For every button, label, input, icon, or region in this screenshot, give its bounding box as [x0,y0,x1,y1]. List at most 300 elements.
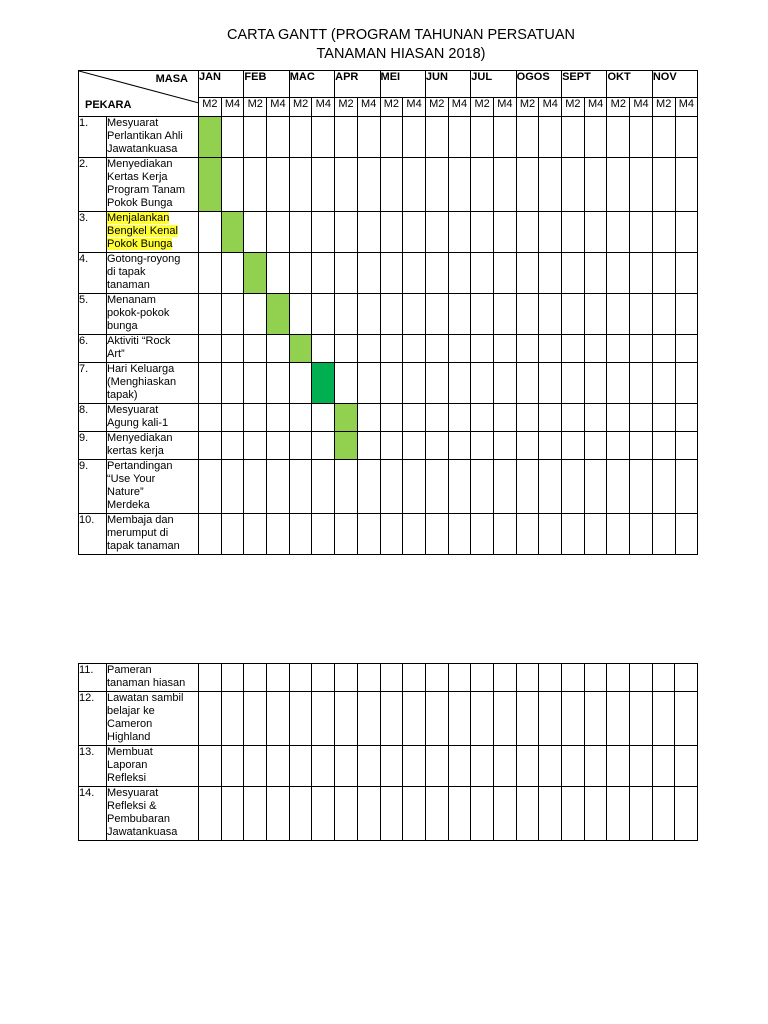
gantt-cell [584,664,607,692]
activity-name-line: merumput di [107,527,169,539]
gantt-cell [335,692,358,746]
month-header-sept: SEPT [562,71,607,98]
gantt-cell [516,294,539,335]
gantt-cell [493,212,516,253]
gantt-cell [584,514,607,555]
gantt-cell [403,335,426,363]
activity-name [107,664,199,692]
gantt-bar-cell [335,432,358,460]
month-header-nov: NOV [652,71,697,98]
gantt-cell [471,514,494,555]
gantt-cell [562,432,585,460]
gantt-cell [267,514,290,555]
gantt-cell [199,787,222,841]
activity-name-line: Mesyuarat [107,117,159,129]
gantt-cell [516,514,539,555]
gantt-cell [425,692,448,746]
gantt-cell [630,460,653,514]
activity-row [79,432,698,460]
gantt-cell [493,664,516,692]
gantt-cell [448,664,471,692]
gantt-cell [675,335,698,363]
activity-name-line: Jawatankuasa [107,826,178,838]
gantt-cell [675,460,698,514]
activity-number: 8. [79,404,107,432]
gantt-cell [312,460,335,514]
gantt-cell [267,117,290,158]
gantt-cell [199,335,222,363]
gantt-cell [380,432,403,460]
gantt-cell [448,294,471,335]
gantt-cell [493,363,516,404]
gantt-cell [652,432,675,460]
activity-name-line: pokok-pokok [107,307,170,319]
gantt-cell [630,692,653,746]
gantt-cell [652,692,675,746]
week-header-cell: M4 [267,98,290,117]
week-header-cell: M2 [607,98,630,117]
gantt-cell [244,158,267,212]
gantt-cell [539,158,562,212]
chart-title-line-1: CARTA GANTT (PROGRAM TAHUNAN PERSATUAN [226,27,576,43]
gantt-cell [425,460,448,514]
gantt-cell [403,117,426,158]
gantt-cell [267,404,290,432]
gantt-table-continued [78,663,698,841]
gantt-cell [562,787,585,841]
gantt-cell [516,460,539,514]
gantt-cell [425,787,448,841]
week-header-cell: M2 [652,98,675,117]
gantt-cell [675,212,698,253]
gantt-cell [425,117,448,158]
gantt-cell [425,158,448,212]
gantt-cell [675,746,698,787]
gantt-cell [630,253,653,294]
gantt-cell [675,432,698,460]
activity-number: 13. [79,746,107,787]
gantt-cell [539,294,562,335]
gantt-cell [448,363,471,404]
gantt-cell [221,664,244,692]
gantt-cell [607,117,630,158]
gantt-cell [244,746,267,787]
gantt-cell [199,294,222,335]
gantt-cell [493,692,516,746]
gantt-cell [584,404,607,432]
gantt-cell [244,335,267,363]
gantt-cell [630,158,653,212]
gantt-cell [493,158,516,212]
activity-name-line: di tapak [107,266,146,278]
gantt-cell [335,514,358,555]
gantt-cell [539,335,562,363]
gantt-cell [244,514,267,555]
activity-name-line: tapak) [107,389,138,401]
gantt-cell [652,404,675,432]
gantt-cell [584,117,607,158]
gantt-cell [675,363,698,404]
activity-name-line: (Menghiaskan [107,376,177,388]
week-header-cell: M4 [312,98,335,117]
gantt-cell [357,787,380,841]
gantt-cell [584,253,607,294]
gantt-cell [652,746,675,787]
gantt-cell [516,253,539,294]
activity-name-line: Pokok Bunga [107,197,173,209]
pekara-label: PEKARA [85,99,132,111]
gantt-cell [584,787,607,841]
gantt-cell [289,253,312,294]
week-header-cell: M4 [448,98,471,117]
gantt-cell [562,404,585,432]
gantt-cell [244,460,267,514]
gantt-cell [244,432,267,460]
activity-row [79,460,698,514]
gantt-cell [357,460,380,514]
activity-row [79,117,698,158]
gantt-cell [493,117,516,158]
gantt-cell [448,404,471,432]
gantt-cell [493,404,516,432]
gantt-cell [380,746,403,787]
gantt-cell [357,158,380,212]
activity-name-line: Menanam [107,294,156,306]
gantt-cell [380,335,403,363]
gantt-cell [539,664,562,692]
gantt-cell [380,158,403,212]
activity-name-line: kertas kerja [107,445,164,457]
gantt-cell [289,158,312,212]
gantt-cell [403,514,426,555]
gantt-cell [652,460,675,514]
activity-name-line: Mesyuarat [107,787,159,799]
activity-name [107,363,199,404]
gantt-cell [289,294,312,335]
gantt-cell [539,253,562,294]
activity-number: 9. [79,432,107,460]
activity-name-line: Pembubaran [107,813,170,825]
gantt-cell [380,117,403,158]
activity-name-line: Pertandingan [107,460,173,472]
gantt-cell [562,212,585,253]
gantt-cell [335,294,358,335]
gantt-cell [312,514,335,555]
gantt-cell [675,158,698,212]
gantt-cell [584,294,607,335]
gantt-cell [380,514,403,555]
gantt-cell [425,514,448,555]
gantt-cell [199,514,222,555]
gantt-cell [630,212,653,253]
gantt-cell [425,294,448,335]
gantt-cell [403,692,426,746]
gantt-cell [539,404,562,432]
gantt-cell [335,158,358,212]
gantt-cell [312,294,335,335]
activity-number: 12. [79,692,107,746]
gantt-cell [267,335,290,363]
month-header-jul: JUL [471,71,516,98]
gantt-cell [448,432,471,460]
gantt-cell [584,363,607,404]
gantt-cell [675,404,698,432]
activity-name-line: Menyediakan [107,432,173,444]
gantt-cell [448,335,471,363]
gantt-cell [675,117,698,158]
week-header-cell: M2 [199,98,222,117]
gantt-cell [562,294,585,335]
activity-number: 9. [79,460,107,514]
activity-name-line: tapak tanaman [107,540,180,552]
gantt-cell [221,404,244,432]
week-header-cell: M4 [403,98,426,117]
activity-row [79,363,698,404]
gantt-cell [652,335,675,363]
gantt-cell [267,363,290,404]
gantt-cell [357,404,380,432]
gantt-cell [357,514,380,555]
gantt-cell [607,158,630,212]
gantt-cell [607,664,630,692]
gantt-cell [562,117,585,158]
gantt-cell [493,294,516,335]
gantt-cell [607,294,630,335]
gantt-cell [357,117,380,158]
gantt-cell [380,460,403,514]
gantt-cell [630,514,653,555]
gantt-cell [312,158,335,212]
gantt-cell [403,294,426,335]
gantt-cell [607,787,630,841]
gantt-cell [539,514,562,555]
week-header-cell: M2 [380,98,403,117]
gantt-cell [493,432,516,460]
gantt-cell [652,787,675,841]
gantt-cell [652,117,675,158]
gantt-cell [403,212,426,253]
activity-name-line: Cameron [107,718,153,730]
activity-name-line: tanaman hiasan [107,677,186,689]
gantt-cell [267,692,290,746]
gantt-cell [335,787,358,841]
gantt-cell [357,432,380,460]
gantt-cell [630,746,653,787]
chart-title-line-2: TANAMAN HIASAN 2018) [316,46,486,62]
gantt-cell [516,212,539,253]
week-header-cell: M4 [630,98,653,117]
activity-row [79,294,698,335]
gantt-cell [267,787,290,841]
gantt-cell [199,404,222,432]
gantt-cell [380,253,403,294]
gantt-cell [221,692,244,746]
gantt-cell [267,158,290,212]
gantt-cell [516,664,539,692]
week-header-cell: M4 [493,98,516,117]
gantt-cell [584,692,607,746]
gantt-cell [448,514,471,555]
week-header-cell: M2 [335,98,358,117]
activity-number: 14. [79,787,107,841]
gantt-cell [312,787,335,841]
activity-name [107,117,199,158]
month-header-mei: MEI [380,71,425,98]
week-header-cell: M4 [675,98,698,117]
gantt-cell [199,664,222,692]
week-header-cell: M4 [584,98,607,117]
gantt-cell [289,692,312,746]
gantt-cell [403,460,426,514]
activity-number: 1. [79,117,107,158]
activity-name-line: tanaman [107,279,150,291]
week-header-cell: M2 [516,98,539,117]
gantt-cell [312,746,335,787]
gantt-cell [221,460,244,514]
gantt-cell [471,432,494,460]
gantt-cell [675,692,698,746]
gantt-cell [630,117,653,158]
gantt-cell [335,746,358,787]
activity-name-line: “Use Your [107,473,156,485]
gantt-cell [335,212,358,253]
activity-name [107,432,199,460]
gantt-cell [539,787,562,841]
gantt-cell [471,253,494,294]
gantt-cell [267,746,290,787]
gantt-cell [539,212,562,253]
activity-name-line: Aktiviti “Rock [107,335,171,347]
gantt-cell [267,460,290,514]
activity-name [107,692,199,746]
activity-name-line: Menjalankan [107,212,170,224]
gantt-cell [516,432,539,460]
gantt-cell [244,787,267,841]
gantt-cell [425,664,448,692]
gantt-cell [562,253,585,294]
gantt-cell [539,117,562,158]
gantt-bar-cell [199,117,222,158]
activity-name-line: Perlantikan Ahli [107,130,183,142]
gantt-cell [562,158,585,212]
gantt-bar-cell [289,335,312,363]
gantt-cell [289,460,312,514]
activity-name-line: Refleksi [107,772,147,784]
week-header-cell: M2 [289,98,312,117]
gantt-cell [516,363,539,404]
gantt-cell [562,664,585,692]
gantt-cell [380,363,403,404]
gantt-cell [199,363,222,404]
gantt-cell [380,787,403,841]
gantt-cell [199,692,222,746]
gantt-cell [244,404,267,432]
gantt-cell [199,253,222,294]
gantt-cell [357,212,380,253]
activity-name-line: Merdeka [107,499,150,511]
gantt-cell [425,253,448,294]
gantt-cell [403,787,426,841]
gantt-cell [471,746,494,787]
gantt-cell [199,460,222,514]
gantt-cell [471,212,494,253]
week-header-cell: M4 [221,98,244,117]
activity-row [79,514,698,555]
gantt-cell [403,363,426,404]
gantt-cell [221,746,244,787]
gantt-cell [403,253,426,294]
gantt-cell [312,253,335,294]
gantt-cell [675,253,698,294]
activity-name [107,158,199,212]
gantt-cell [403,746,426,787]
gantt-cell [221,432,244,460]
activity-name-line: Membuat [107,746,153,758]
gantt-cell [562,460,585,514]
gantt-cell [380,664,403,692]
gantt-cell [493,746,516,787]
month-header-mac: MAC [289,71,334,98]
gantt-cell [335,460,358,514]
masa-label: MASA [155,73,188,85]
gantt-cell [425,363,448,404]
gantt-cell [448,158,471,212]
gantt-cell [357,664,380,692]
gantt-cell [448,253,471,294]
gantt-cell [607,253,630,294]
gantt-cell [357,692,380,746]
gantt-cell [516,746,539,787]
gantt-cell [425,746,448,787]
activity-number: 5. [79,294,107,335]
gantt-cell [562,363,585,404]
gantt-cell [312,664,335,692]
gantt-cell [289,664,312,692]
gantt-cell [403,664,426,692]
gantt-cell [493,460,516,514]
gantt-bar-cell [221,212,244,253]
gantt-cell [675,294,698,335]
activity-name-line: Art” [107,348,125,360]
activity-name-line: Lawatan sambil [107,692,184,704]
gantt-cell [448,787,471,841]
month-header-jan: JAN [199,71,244,98]
gantt-cell [244,294,267,335]
gantt-cell [471,117,494,158]
gantt-cell [312,404,335,432]
gantt-cell [630,664,653,692]
activity-name [107,460,199,514]
gantt-cell [652,514,675,555]
gantt-cell [357,253,380,294]
gantt-cell [607,432,630,460]
activity-row [79,335,698,363]
gantt-cell [607,404,630,432]
gantt-cell [448,212,471,253]
gantt-cell [539,363,562,404]
gantt-cell [425,404,448,432]
week-header-cell: M2 [562,98,585,117]
activity-row [79,404,698,432]
gantt-cell [471,294,494,335]
gantt-cell [607,212,630,253]
gantt-cell [516,158,539,212]
gantt-cell [630,787,653,841]
gantt-cell [562,692,585,746]
gantt-cell [607,335,630,363]
gantt-cell [244,692,267,746]
gantt-cell [539,746,562,787]
